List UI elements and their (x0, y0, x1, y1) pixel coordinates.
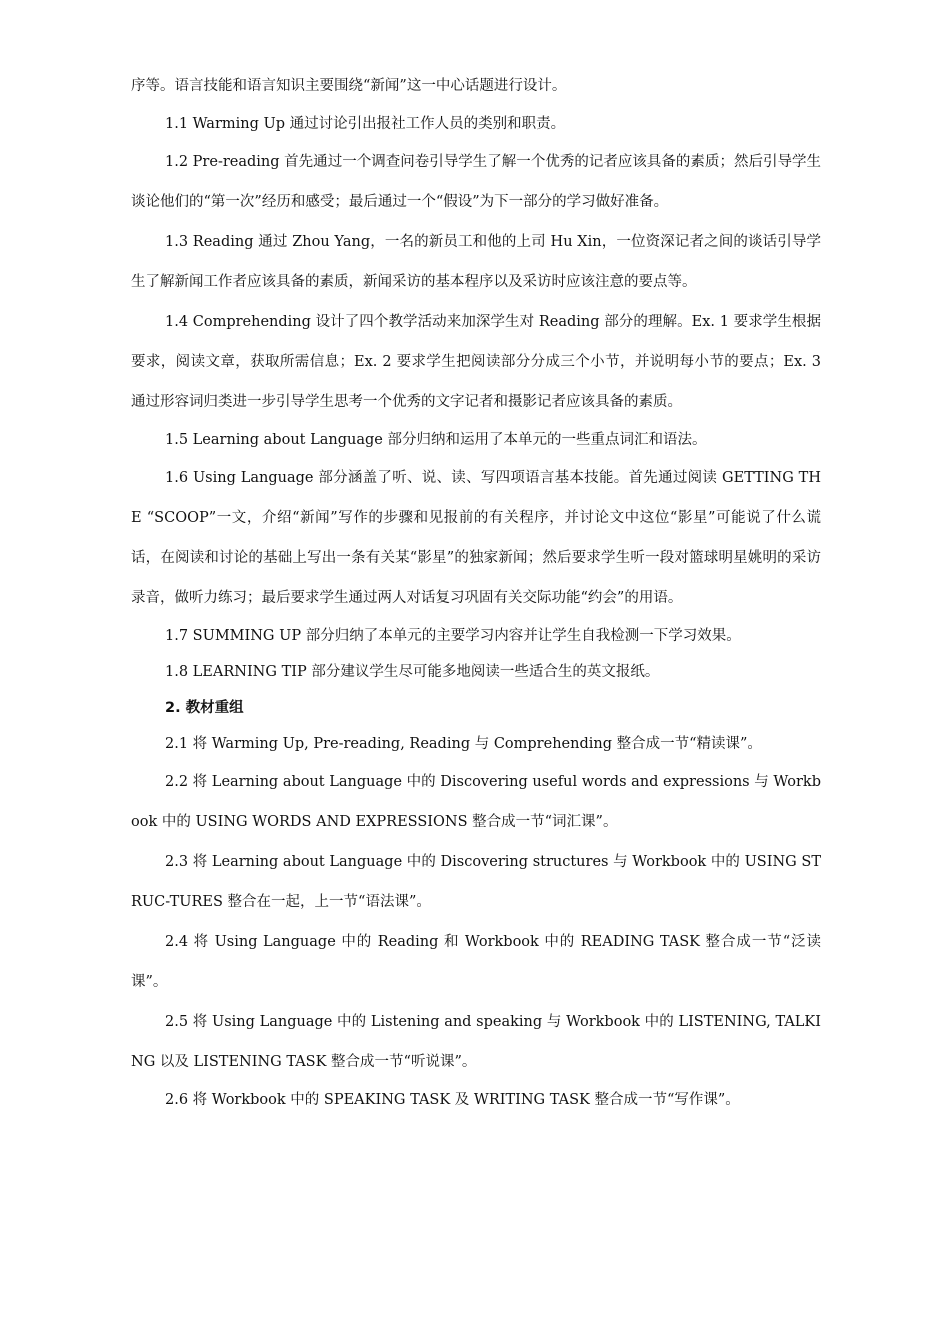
item-1-7: 1.7 SUMMING UP 部分归纳了本单元的主要学习内容并让学生自我检测一下学习效果。 (165, 628, 741, 644)
item-1-8: 1.8 LEARNING TIP 部分建议学生尽可能多地阅读一些适合生的英文报纸。 (165, 664, 660, 680)
item-2-1: 2.1 将 Warming Up, Pre-reading, Reading 与 Comprehending 整合成一节“精读课”。 (165, 736, 762, 752)
item-1-5: 1.5 Learning about Language 部分归纳和运用了本单元的一些重点词汇和语法。 (165, 432, 707, 448)
item-1-4: 1.4 Comprehending 设计了四个教学活动来加深学生对 Reading 部分的理解。Ex. 1 要求学生根据要求，阅读文章，获取所需信息；Ex. 2 要求学生把阅读部分分成三个小节，并说明每小节的要点；Ex. 3 通过形容词归类进一步引导学生思考一个优秀的文字记者和摄影记者应该具备的素质。 (131, 314, 821, 410)
item-1-2: 1.2 Pre-reading 首先通过一个调查问卷引导学生了解一个优秀的记者应该具备的素质；然后引导学生谈论他们的“第一次”经历和感受；最后通过一个“假设”为下一部分的学习做好准备。 (131, 154, 821, 210)
document-page (131, 66, 821, 1118)
item-1-3: 1.3 Reading 通过 Zhou Yang，一名的新员工和他的上司 Hu Xin，一位资深记者之间的谈话引导学生了解新闻工作者应该具备的素质，新闻采访的基本程序以及采访时应该注意的要点等。 (131, 234, 821, 290)
item-2-3: 2.3 将 Learning about Language 中的 Discovering structures 与 Workbook 中的 USING STRUC-TURES 整合在一起，上一节“语法课”。 (131, 854, 821, 910)
item-2-6: 2.6 将 Workbook 中的 SPEAKING TASK 及 WRITING TASK 整合成一节“写作课”。 (165, 1092, 740, 1108)
item-1-6: 1.6 Using Language 部分涵盖了听、说、读、写四项语言基本技能。首先通过阅读 GETTING THE “SCOOP”一文，介绍“新闻”写作的步骤和见报前的有关程序，并讨论文中这位“影星”可能说了什么谎话，在阅读和讨论的基础上写出一条有关某“影星”的独家新闻；然后要求学生听一段对篮球明星姚明的采访录音，做听力练习；最后要求学生通过两人对话复习巩固有关交际功能“约会”的用语。 (131, 470, 821, 606)
item-2-4: 2.4 将 Using Language 中的 Reading 和 Workbook 中的 READING TASK 整合成一节“泛读课”。 (131, 934, 821, 990)
intro-paragraph-tail: 序等。语言技能和语言知识主要围绕“新闻”这一中心话题进行设计。 (131, 78, 567, 94)
item-2-2: 2.2 将 Learning about Language 中的 Discovering useful words and expressions 与 Workbook 中的 USING WORDS AND EXPRESSIONS 整合成一节“词汇课”。 (131, 774, 821, 830)
section-2-heading: 2. 教材重组 (165, 700, 244, 716)
item-2-5: 2.5 将 Using Language 中的 Listening and speaking 与 Workbook 中的 LISTENING, TALKING 以及 LISTENING TASK 整合成一节“听说课”。 (131, 1014, 821, 1070)
item-1-1: 1.1 Warming Up 通过讨论引出报社工作人员的类别和职责。 (165, 116, 566, 132)
